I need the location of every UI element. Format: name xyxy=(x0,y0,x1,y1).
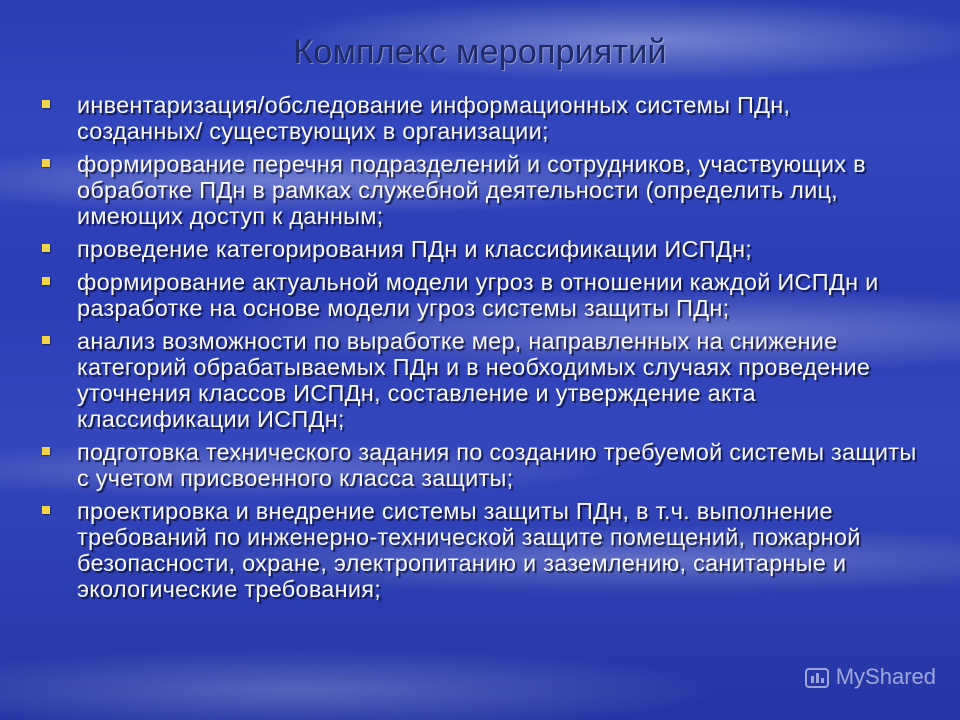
square-bullet-icon xyxy=(42,100,50,108)
square-bullet-icon xyxy=(42,506,50,514)
slide-title: Комплекс мероприятий xyxy=(293,33,667,71)
square-bullet-icon xyxy=(42,244,50,252)
list-item xyxy=(40,269,920,321)
bullet-text: подготовка технического задания по созданию требуемой системы защиты с учетом присвоенного класса защиты; xyxy=(77,439,917,491)
list-item xyxy=(40,328,920,432)
list-item xyxy=(40,92,920,144)
watermark-text: MyShared xyxy=(835,664,936,689)
list-item xyxy=(40,236,920,262)
watermark xyxy=(804,664,936,690)
bullet-text: проектировка и внедрение системы защиты ПДн, в т.ч. выполнение требований по инженерно-технической защите помещений, пожарной безопасности, охране, электропитанию и заземлению, санитарные и экологические требования; xyxy=(77,498,861,602)
list-item xyxy=(40,151,920,229)
myshared-logo-icon xyxy=(804,664,830,690)
bullet-text: инвентаризация/обследование информационных системы ПДн, созданных/ существующих в организации; xyxy=(77,92,791,144)
bullet-text: формирование актуальной модели угроз в отношении каждой ИСПДн и разработке на основе модели угроз системы защиты ПДн; xyxy=(77,269,879,321)
bullet-text: проведение категорирования ПДн и классификации ИСПДн; xyxy=(77,236,753,262)
square-bullet-icon xyxy=(42,336,50,344)
bullet-text: формирование перечня подразделений и сотрудников, участвующих в обработке ПДн в рамках служебной деятельности (определить лиц, имеющих доступ к данным; xyxy=(77,151,866,229)
list-item xyxy=(40,498,920,602)
square-bullet-icon xyxy=(42,159,50,167)
square-bullet-icon xyxy=(42,277,50,285)
bullet-list xyxy=(40,92,920,609)
list-item xyxy=(40,439,920,491)
square-bullet-icon xyxy=(42,447,50,455)
bullet-text: анализ возможности по выработке мер, направленных на снижение категорий обрабатываемых ПДн и в необходимых случаях проведение уточнения классов ИСПДн, составление и утверждение акта классификации ИСПДн; xyxy=(77,328,871,432)
